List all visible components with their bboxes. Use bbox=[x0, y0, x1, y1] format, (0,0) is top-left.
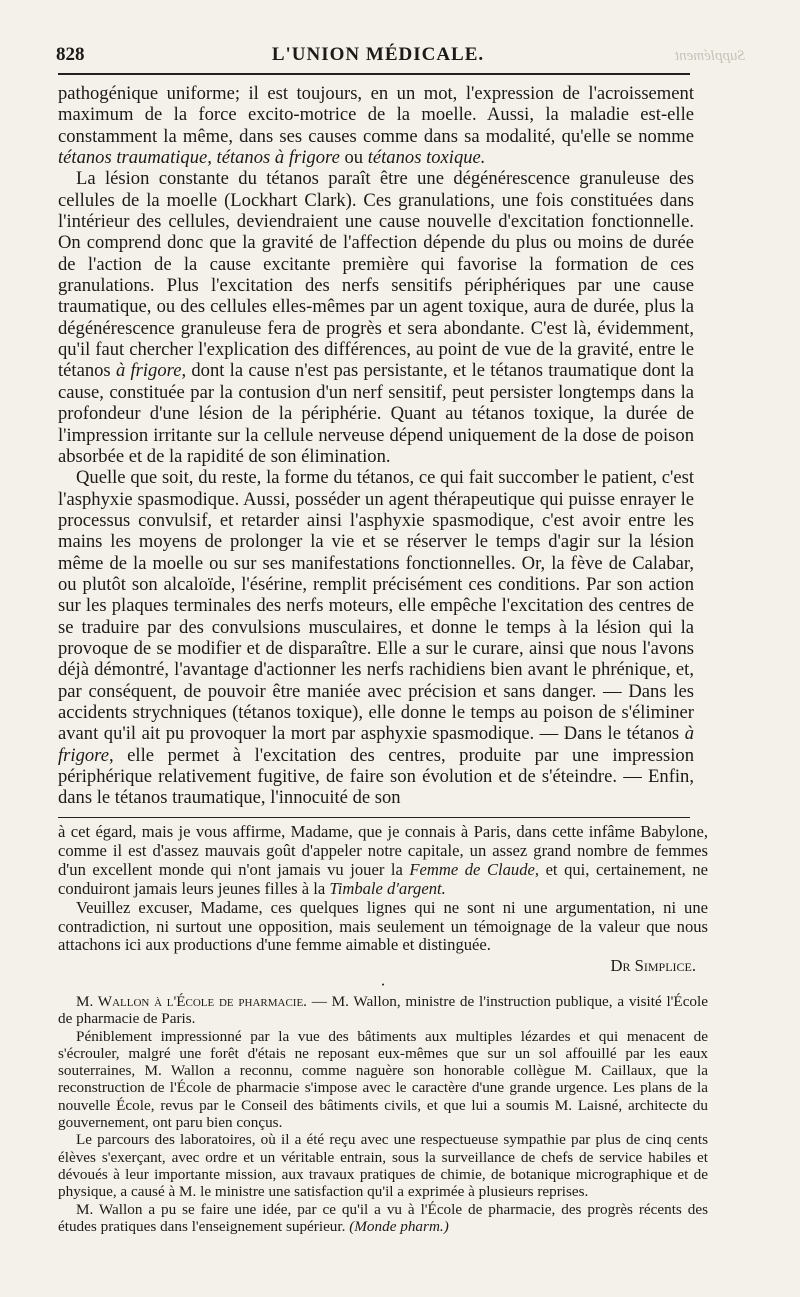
page-header bbox=[56, 40, 745, 70]
paragraph bbox=[58, 1028, 708, 1132]
paragraph bbox=[58, 1201, 708, 1236]
text-run: ou bbox=[339, 147, 368, 169]
main-text bbox=[58, 83, 694, 809]
text-run: , et qui, certainement, ne conduiront jamais leurs jeunes filles à la bbox=[58, 859, 708, 898]
italic-run: tétanos toxique. bbox=[367, 147, 486, 169]
text-run: M. Wallon a pu se faire une idée, par ce qu'il a vu à l'École de pharmacie, des progrès récents des études pratiques dans l'enseignement supérieur. bbox=[58, 1200, 708, 1235]
news-title-paragraph bbox=[58, 993, 708, 1028]
section-rule bbox=[58, 817, 690, 818]
paragraph bbox=[58, 899, 708, 956]
text-run: , elle permet à l'excitation des centres, produite par une impression périphérique relativement fugitive, de faire son évolution et de s'éteindre. — Enfin, dans le tétanos traumatique, l'innocuité de son bbox=[58, 744, 694, 809]
paragraph bbox=[58, 168, 694, 467]
italic-run: Timbale d'argent. bbox=[329, 878, 446, 898]
paragraph bbox=[58, 1131, 708, 1200]
paragraph bbox=[58, 83, 694, 168]
header-rule bbox=[58, 73, 690, 75]
italic-run: tétanos traumatique, tétanos à frigore bbox=[58, 147, 340, 169]
text-run: Quelle que soit, du reste, la forme du tétanos, ce qui fait succomber le patient, c'est l'asphyxie spasmodique. Aussi, posséder un agent thérapeutique qui puisse enrayer le processus convulsif, et retarder ainsi l'asphyxie spasmodique, c'est avoir entre les mains les moyens de prolonger la vie et se réserver le temps d'agir sur la lésion même de la moelle ou sur ses manifestations fonctionnelles. Or, la fève de Calabar, ou plutôt son alcaloïde, l'ésérine, remplit précisément ces conditions. Par son action sur les plaques terminales des nerfs moteurs, elle empêche l'excitation des centres de se traduire par des convulsions musculaires, et donne le temps à la lésion qui la provoque de se modifier et de disparaître. Elle a sur le curare, ainsi que nous l'avons déjà démontré, l'avantage d'actionner les nerfs rachidiens bien avant le phrénique, et, par conséquent, de pouvoir être maniée avec précision et sans danger. — Dans les accidents strychniques (tétanos toxique), elle donne le temps au poison de s'éliminer avant qu'il ait pu provoquer la mort par asphyxie spasmodique. — Dans le tétanos bbox=[58, 467, 694, 745]
news-title: M. Wallon à l'École de pharmacie. bbox=[76, 993, 307, 1010]
paragraph bbox=[58, 823, 708, 899]
bleed-through-mark: Supplément bbox=[675, 48, 745, 64]
separator-dot: · bbox=[380, 975, 386, 995]
text-run: — M. Wallon, ministre de l'instruction publique, a visité l'École de pharmacie de Paris. bbox=[58, 993, 708, 1028]
italic-run: (Monde pharm.) bbox=[349, 1217, 449, 1235]
text-run: La lésion constante du tétanos paraît être une dégénérescence granuleuse des cellules de la moelle (Lockhart Clark). Ces granulations, une fois constituées dans l'intérieur des cellules, deviendraient une cause nouvelle d'excitation fonctionnelle. On comprend donc que la gravité de l'affection dépende du plus ou moins de durée de l'action de la cause excitante première qui favorise la formation de ces granulations. Plus l'excitation des nerfs sensitifs périphériques par une cause traumatique, ou des cellules elles-mêmes par un agent toxique, aura de durée, plus la dégénérescence granuleuse fera de progrès et sera abondante. C'est là, évidemment, qu'il faut chercher l'explication des différences, au point de vue de la gravité, entre le tétanos bbox=[58, 168, 694, 382]
text-run: , dont la cause n'est pas persistante, et le tétanos traumatique dont la cause, constituée par la contusion d'un nerf sensitif, peut persister longtemps dans la profondeur d'une lésion de la périphérie. Quant au tétanos toxique, la durée de l'impression irritante sur la cellule nerveuse dépend uniquement de la dose de poison absorbée et de la rapidité de son élimination. bbox=[58, 360, 694, 467]
italic-run: à frigore bbox=[58, 723, 694, 766]
text-run: Péniblement impressionné par la vue des bâtiments aux multiples lézardes et qui menacent de s'écrouler, malgré une forêt d'étais ne reposant eux-mêmes que sur un sol affouillé par les eaux souterraines, M. Wallon a reconnu, comme naguère son honorable collègue M. Caillaux, que la reconstruction de l'École de pharmacie s'impose avec le caractère d'une grande urgence. Les plans de la nouvelle École, revus par le Conseil des bâtiments civils, et que lui a soumis M. Laisné, architecte du gouvernement, ont paru bien conçus. bbox=[58, 1027, 708, 1132]
paragraph bbox=[58, 467, 694, 809]
text-run: Le parcours des laboratoires, où il a été reçu avec une respectueuse sympathie par plus de cinq cents élèves s'exerçant, avec ordre et un véritable entrain, sous la surveillance de chefs de service habiles et dévoués à leur importante mission, aux travaux pratiques de chimie, de botanique micrographique et de physique, a causé à M. le ministre une satisfaction qu'il a exprimée à plusieurs reprises. bbox=[58, 1131, 708, 1201]
text-run: à cet égard, mais je vous affirme, Madame, que je connais à Paris, dans cette infâme Babylone, comme il est d'assez mauvais goût d'appeler notre capitale, un assez grand nombre de femmes d'un excellent monde qui n'ont jamais vu jouer la bbox=[58, 822, 708, 879]
text-run: Veuillez excuser, Madame, ces quelques lignes qui ne sont ni une argumentation, ni une contradiction, ni surtout une opposition, mais seulement un témoignage de la valeur que nous attachons ici aux productions d'une femme aimable et distinguée. bbox=[58, 897, 708, 955]
signature: Dr Simplice. bbox=[610, 956, 696, 976]
page-number: 828 bbox=[56, 44, 85, 65]
text-run: pathogénique uniforme; il est toujours, en un mot, l'expression de l'acroissement maximum de la force excito-motrice de la moelle. Aussi, la maladie est-elle constamment la même, dans ses causes comme dans sa modalité, qu'elle se nomme bbox=[58, 83, 694, 147]
feuilleton-continuation bbox=[58, 822, 708, 995]
italic-run: Femme de Claude bbox=[409, 859, 535, 879]
running-title: L'UNION MÉDICALE. bbox=[271, 44, 485, 65]
news-item bbox=[58, 993, 708, 1235]
italic-run: à frigore bbox=[115, 360, 182, 382]
